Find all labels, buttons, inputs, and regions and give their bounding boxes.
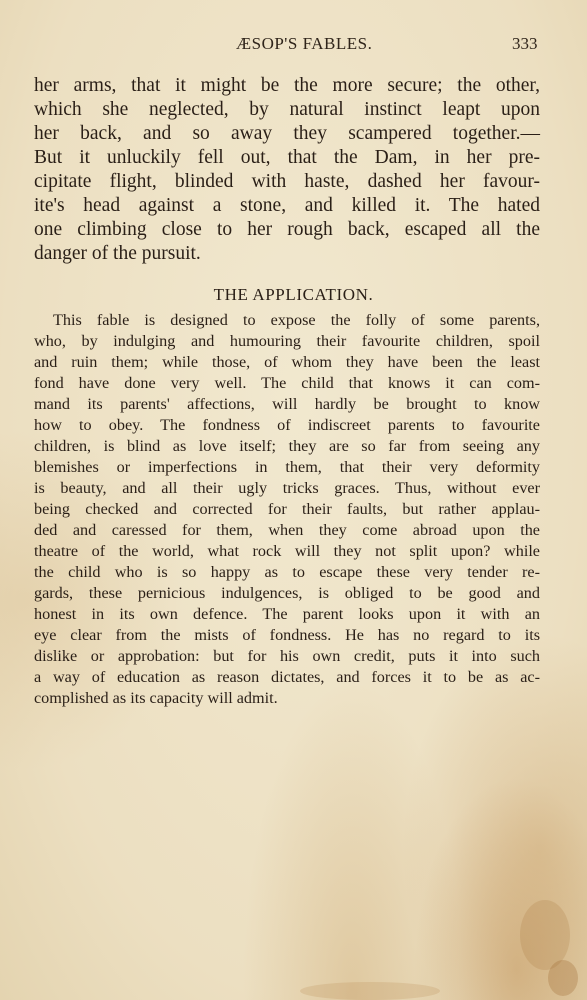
application-line: being checked and corrected for their faults, but rather applau- — [34, 500, 540, 518]
application-line: This fable is designed to expose the folly of some parents, — [53, 311, 540, 329]
page-number: 333 — [512, 34, 538, 53]
application-heading: THE APPLICATION. — [213, 285, 374, 304]
fable-line: But it unluckily fell out, that the Dam, in her pre- — [34, 147, 540, 168]
application-line: who, by indulging and humouring their favourite children, spoil — [34, 332, 540, 350]
application-line: gards, these pernicious indulgences, is obliged to be good and — [34, 584, 540, 602]
page-header — [0, 34, 587, 58]
fable-line: danger of the pursuit. — [34, 243, 201, 264]
foxing-stain — [300, 982, 440, 1000]
foxing-stain — [548, 960, 578, 996]
application-line: fond have done very well. The child that knows it can com- — [34, 374, 540, 392]
application-line: children, is blind as love itself; they are so far from seeing any — [34, 437, 540, 455]
fable-line: ite's head against a stone, and killed it. The hated — [34, 195, 540, 216]
application-line: blemishes or imperfections in them, that their very deformity — [34, 458, 540, 476]
application-line: and ruin them; while those, of whom they have been the least — [34, 353, 540, 371]
application-line: eye clear from the mists of fondness. He has no regard to its — [34, 626, 540, 644]
application-line: mand its parents' affections, will hardly be brought to know — [34, 395, 540, 413]
fable-line: her arms, that it might be the more secure; the other, — [34, 75, 540, 96]
application-line: complished as its capacity will admit. — [34, 689, 278, 707]
fable-line: one climbing close to her rough back, escaped all the — [34, 219, 540, 240]
fable-line: cipitate flight, blinded with haste, dashed her favour- — [34, 171, 540, 192]
running-head: ÆSOP'S FABLES. — [236, 34, 373, 53]
application-line: is beauty, and all their ugly tricks graces. Thus, without ever — [34, 479, 540, 497]
application-line: a way of education as reason dictates, and forces it to be as ac- — [34, 668, 540, 686]
application-line: dislike or approbation: but for his own credit, puts it into such — [34, 647, 540, 665]
fable-line: which she neglected, by natural instinct leapt upon — [34, 99, 540, 120]
application-line: ded and caressed for them, when they come abroad upon the — [34, 521, 540, 539]
application-line: how to obey. The fondness of indiscreet parents to favourite — [34, 416, 540, 434]
application-line: the child who is so happy as to escape these very tender re- — [34, 563, 540, 581]
application-line: theatre of the world, what rock will they not split upon? while — [34, 542, 540, 560]
application-line: honest in its own defence. The parent looks upon it with an — [34, 605, 540, 623]
fable-line: her back, and so away they scampered together.— — [34, 123, 540, 144]
